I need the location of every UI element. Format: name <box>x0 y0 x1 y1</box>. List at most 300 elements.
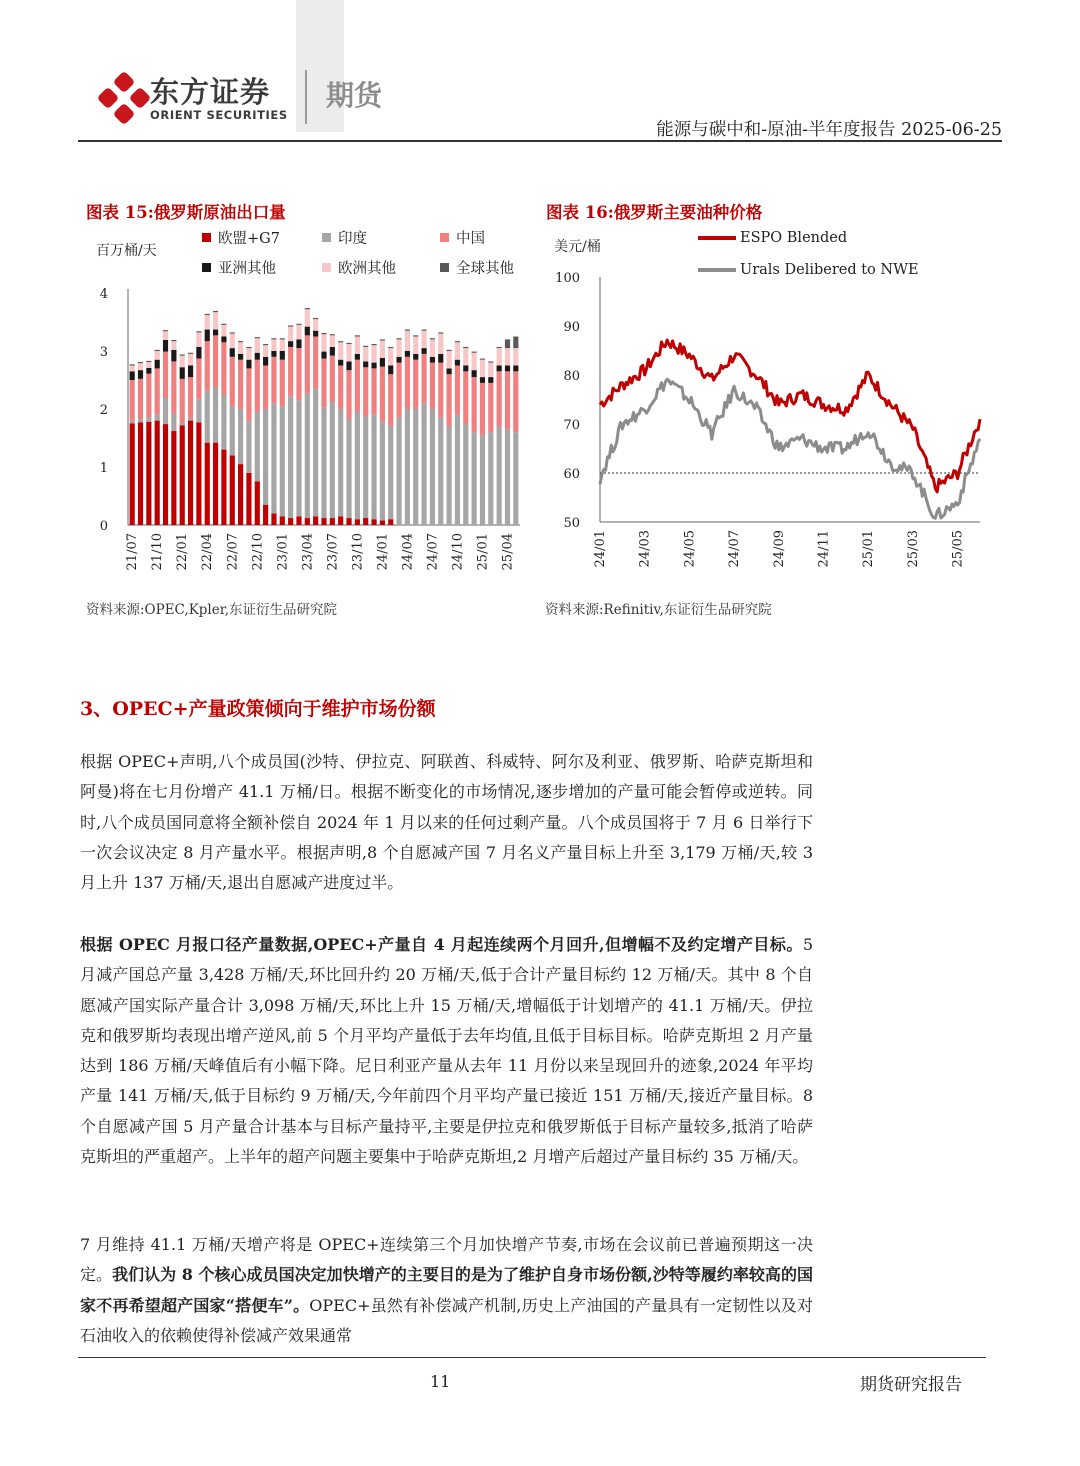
chart15-bar-segment <box>238 354 243 360</box>
chart15-bar-segment <box>188 377 193 418</box>
chart15-bar-segment <box>180 379 185 423</box>
chart15-bar-segment <box>180 425 185 525</box>
chart15-bar-segment <box>205 314 210 315</box>
chart15-bar-segment <box>338 516 343 525</box>
chart15-bar-segment <box>363 518 368 525</box>
chart15-bar-segment <box>263 345 268 357</box>
chart15-bar-segment <box>213 443 218 525</box>
chart16-ylabel: 美元/桶 <box>554 239 601 255</box>
chart15-bar-segment <box>422 348 427 354</box>
chart-russia-oil-prices <box>540 225 1000 595</box>
paragraph-3-text: OPEC+虽然有补偿减产机制,历史上产油国的产量具有一定韧性以及对石油收入的依赖使得补偿减产效果通常 <box>80 1295 813 1345</box>
chart15-bar-segment <box>230 357 235 406</box>
chart15-bar-segment <box>288 347 293 396</box>
chart15-bar-segment <box>363 361 368 367</box>
paragraph-2 <box>80 930 813 1172</box>
chart15-bar-segment <box>238 360 243 409</box>
paragraph-1 <box>80 747 813 898</box>
chart15-bar-segment <box>296 339 301 348</box>
chart15-bar-segment <box>263 409 268 505</box>
chart15-bar-segment <box>321 333 326 334</box>
chart15-bar-segment <box>271 403 276 513</box>
chart15-bar-segment <box>155 351 160 360</box>
chart15-bar-segment <box>497 348 502 365</box>
chart15-bar-segment <box>321 359 326 408</box>
chart16-ytick: 80 <box>563 369 580 384</box>
chart15-bar-segment <box>330 334 335 335</box>
chart15-bar-segment <box>513 366 518 372</box>
chart16-ytick: 60 <box>563 467 580 482</box>
chart15-bar-segment <box>463 371 468 423</box>
chart15-bar-segment <box>422 331 427 348</box>
chart15-legend-swatch <box>440 263 449 272</box>
chart15-bar-segment <box>338 342 343 359</box>
chart15-bar-segment <box>213 312 218 329</box>
chart15-bar-segment <box>388 366 393 375</box>
chart15-bar-segment <box>447 351 452 368</box>
logo-separator <box>305 70 307 124</box>
chart15-bar-segment <box>271 351 276 357</box>
chart15-bar-segment <box>155 350 160 351</box>
chart15-xtick: 25/01 <box>475 533 491 571</box>
chart16-xtick: 24/11 <box>816 530 832 568</box>
chart15-legend-swatch <box>202 233 211 242</box>
chart15-bar-segment <box>480 359 485 360</box>
chart15-bar-segment <box>430 357 435 363</box>
chart15-bar-segment <box>280 360 285 406</box>
chart15-bar-segment <box>146 362 151 368</box>
chart15-bar-segment <box>388 426 393 519</box>
chart15-bar-segment <box>413 335 418 336</box>
chart15-bar-segment <box>155 368 160 414</box>
chart15-bar-segment <box>230 455 235 525</box>
chart15-bar-segment <box>288 325 293 326</box>
chart15-xtick: 24/07 <box>425 533 441 571</box>
chart16-ytick: 70 <box>563 418 580 433</box>
chart15-bar-segment <box>130 366 135 372</box>
paragraph-2-text: 5 月减产国总产量 3,428 万桶/天,环比回升约 20 万桶/天,低于合计产量目标约 12 万桶/天。其中 8 个自愿减产国实际产量合计 3,098 万桶/天,环比上升 15 万桶/天,增幅低于计划增产的 41.1 万桶/天。伊拉克和俄罗斯均表现出增产逆风,前 5 个月平均产量低于去年均值,且低于目标目标。哈萨克斯坦 2 月产量达到 186 万桶/天峰值后有小幅下降。尼日利亚产量从去年 11 月份以来呈现回升的迹象,2024 年平均产量 141 万桶/天,低于目标约 9 万桶/天,今年前四个月平均产量已接近 151 万桶/天,接近产量目标。8 个自愿减产国 5 月产量合计基本与目标产量持平,主要是伊拉克和俄罗斯低于目标产量较多,抵消了哈萨克斯坦的严重超产。上半年的超产问题主要集中于哈萨克斯坦,2 月增产后超过产量目标约 35 万桶/天。 <box>80 935 813 1167</box>
chart15-bar-segment <box>296 325 301 340</box>
chart15-bar-segment <box>238 464 243 525</box>
chart15-bar-segment <box>255 353 260 360</box>
chart15-bar-segment <box>230 334 235 349</box>
chart15-bar-segment <box>146 422 151 525</box>
chart15-bar-segment <box>155 421 160 525</box>
chart15-bar-segment <box>221 395 226 450</box>
chart15-bar-segment <box>205 315 210 330</box>
chart15-bar-segment <box>155 360 160 369</box>
chart15-bar-segment <box>246 347 251 348</box>
chart15-bar-segment <box>396 363 401 418</box>
chart15-bar-segment <box>438 332 443 333</box>
chart15-bar-segment <box>405 330 410 331</box>
chart15-bar-segment <box>455 415 460 525</box>
chart15-bar-segment <box>472 377 477 432</box>
page-number: 11 <box>430 1372 451 1391</box>
chart15-bar-segment <box>455 342 460 359</box>
chart15-bar-segment <box>180 422 185 425</box>
chart15-bar-segment <box>405 351 410 357</box>
chart15-xtick: 23/04 <box>300 533 316 571</box>
chart15-bar-segment <box>355 412 360 519</box>
chart15-bar-segment <box>480 383 485 435</box>
chart15-bar-segment <box>280 351 285 360</box>
chart15-bar-segment <box>255 412 260 482</box>
figure-15-source: 资料来源:OPEC,Kpler,东证衍生品研究院 <box>86 602 337 618</box>
chart15-bar-segment <box>271 338 276 339</box>
chart15-bar-segment <box>130 421 135 424</box>
chart15-bar-segment <box>455 341 460 342</box>
chart15-bar-segment <box>296 324 301 325</box>
chart15-bar-segment <box>380 358 385 367</box>
chart15-bar-segment <box>313 337 318 389</box>
chart15-bar-segment <box>363 367 368 416</box>
chart16-ytick: 90 <box>563 320 580 335</box>
chart16-xtick: 24/07 <box>727 530 743 568</box>
chart15-legend-swatch <box>202 263 211 272</box>
chart15-bar-segment <box>463 347 468 348</box>
chart15-bar-segment <box>413 360 418 409</box>
chart15-xtick: 21/10 <box>150 533 166 571</box>
chart15-bar-segment <box>171 361 176 413</box>
chart15-bar-segment <box>505 339 510 348</box>
chart15-bar-segment <box>163 340 168 352</box>
chart15-bar-segment <box>338 341 343 342</box>
chart15-bar-segment <box>213 311 218 312</box>
chart15-bar-segment <box>380 520 385 525</box>
chart15-bar-segment <box>246 360 251 369</box>
chart15-legend-swatch <box>322 263 331 272</box>
chart15-bar-segment <box>321 352 326 359</box>
chart15-bar-segment <box>288 518 293 525</box>
chart15-bar-segment <box>472 370 477 377</box>
chart15-bar-segment <box>188 421 193 525</box>
chart15-bar-segment <box>188 354 193 366</box>
footer-label: 期货研究报告 <box>860 1375 962 1395</box>
chart15-bar-segment <box>422 403 427 525</box>
chart15-bar-segment <box>455 360 460 366</box>
chart15-bar-segment <box>363 346 368 347</box>
chart15-bar-segment <box>447 426 452 525</box>
chart15-bar-segment <box>338 360 343 366</box>
chart15-bar-segment <box>371 345 376 362</box>
chart15-xtick: 22/04 <box>200 533 216 571</box>
chart15-ytick: 0 <box>99 519 108 534</box>
chart15-bar-segment <box>188 418 193 421</box>
chart15-legend <box>202 229 514 277</box>
chart15-bar-segment <box>205 443 210 525</box>
chart15-bar-segment <box>130 424 135 526</box>
chart15-bar-segment <box>288 396 293 518</box>
chart15-ytick: 2 <box>99 403 108 418</box>
chart15-bar-segment <box>330 518 335 525</box>
chart16-xtick: 24/05 <box>682 530 698 568</box>
chart15-bar-segment <box>171 340 176 341</box>
chart15-bar-segment <box>430 409 435 525</box>
chart15-ytick: 1 <box>99 461 108 476</box>
chart15-bar-segment <box>396 339 401 356</box>
chart15-bar-segment <box>196 347 201 359</box>
chart15-bar-segment <box>497 347 502 348</box>
chart15-bar-segment <box>413 354 418 360</box>
paragraph-1-text: 根据 OPEC+声明,八个成员国(沙特、伊拉克、阿联酋、科威特、阿尔及利亚、俄罗斯、哈萨克斯坦和阿曼)将在七月份增产 41.1 万桶/日。根据不断变化的市场情况,逐步增加的产量可能会暂停或逆转。同时,八个成员国同意将全额补偿自 2024 年 1 月以来的任何过剩产量。八个成员国将于 7 月 6 日举行下一次会议决定 8 月产量水平。根据声明,8 个自愿减产国 7 月名义产量目标上升至 3,179 万桶/天,较 3 月上升 137 万桶/天,退出自愿减产进度过半。 <box>80 752 813 893</box>
chart15-bar-segment <box>163 352 168 398</box>
chart15-bar-segment <box>505 348 510 365</box>
chart15-legend-label: 印度 <box>338 231 367 247</box>
chart16-xtick: 24/03 <box>637 530 653 568</box>
chart15-bar-segment <box>355 354 360 360</box>
chart15-bar-segment <box>513 432 518 525</box>
paragraph-3-bold: 我们认为 8 个核心成员国决定加快增产的主要目的是为了维护自身市场份额,沙特等履约率较高的国家不再希望超产国家“搭便车”。 <box>80 1265 813 1315</box>
chart15-bar-segment <box>472 353 477 370</box>
chart15-bar-segment <box>321 518 326 525</box>
chart15-bar-segment <box>255 360 260 412</box>
logo-subtitle: 期货 <box>326 79 383 112</box>
chart15-legend-label: 欧洲其他 <box>338 261 396 277</box>
chart15-bar-segment <box>246 421 251 473</box>
chart15-bar-segment <box>388 374 393 426</box>
chart15-bar-segment <box>380 341 385 358</box>
chart15-bar-segment <box>146 368 151 374</box>
chart15-bar-segment <box>363 417 368 519</box>
chart15-bar-segment <box>138 370 143 379</box>
chart15-legend-label: 欧盟+G7 <box>218 231 280 247</box>
chart15-bar-segment <box>246 348 251 360</box>
chart15-bar-segment <box>280 339 285 351</box>
chart15-bar-segment <box>196 331 201 332</box>
chart15-bar-segment <box>338 409 343 516</box>
chart15-bar-segment <box>230 332 235 333</box>
chart15-bar-segment <box>513 337 518 349</box>
chart15-bar-segment <box>422 354 427 403</box>
chart15-bar-segment <box>288 327 293 342</box>
chart15-bar-segment <box>280 338 285 339</box>
figure-15-title: 图表 15:俄罗斯原油出口量 <box>86 203 286 222</box>
chart16-xtick: 24/09 <box>771 530 787 568</box>
chart15-xtick: 22/01 <box>175 533 191 571</box>
chart15-bar-segment <box>488 361 493 362</box>
chart15-bar-segment <box>455 366 460 415</box>
chart15-bar-segment <box>438 418 443 525</box>
chart15-bar-segment <box>447 350 452 351</box>
chart16-lines <box>600 340 980 518</box>
chart15-bar-segment <box>221 325 226 337</box>
chart15-xtick: 21/07 <box>125 533 141 571</box>
chart15-bar-segment <box>296 400 301 516</box>
chart15-bar-segment <box>205 390 210 442</box>
chart15-bar-segment <box>146 374 151 418</box>
chart15-bar-segment <box>505 429 510 525</box>
logo-chinese-name: 东方证券 <box>150 75 271 109</box>
chart15-bar-segment <box>213 330 218 336</box>
chart15-bar-segment <box>497 426 502 525</box>
chart15-xtick: 24/10 <box>450 533 466 571</box>
chart15-bar-segment <box>463 366 468 372</box>
chart15-bar-segment <box>296 516 301 525</box>
chart15-bar-segment <box>321 408 326 518</box>
chart16-legend-label: ESPO Blended <box>740 230 848 246</box>
chart15-bar-segment <box>213 335 218 387</box>
chart15-bar-segment <box>205 341 210 390</box>
chart15-bar-segment <box>355 519 360 525</box>
paragraph-2-bold: 根据 OPEC 月报口径产量数据,OPEC+产量自 4 月起连续两个月回升,但增幅不及约定增产目标。 <box>80 935 803 954</box>
chart15-bar-segment <box>255 482 260 526</box>
chart15-ylabel: 百万桶/天 <box>96 243 157 259</box>
chart15-bar-segment <box>230 348 235 357</box>
chart16-series-line <box>600 340 980 492</box>
chart15-bar-segment <box>505 366 510 372</box>
chart16-xtick: 25/05 <box>950 530 966 568</box>
chart15-bar-segment <box>263 357 268 366</box>
chart15-bar-segment <box>263 344 268 345</box>
chart15-bar-segment <box>438 354 443 363</box>
orient-securities-logo-icon <box>98 72 150 124</box>
chart15-bar-segment <box>396 338 401 339</box>
chart15-bar-segment <box>388 348 393 365</box>
chart15-bar-segment <box>438 363 443 418</box>
chart15-bar-segment <box>196 332 201 347</box>
chart15-bar-segment <box>447 374 452 426</box>
chart15-bar-segment <box>246 368 251 420</box>
chart15-bar-segment <box>346 344 351 361</box>
chart15-bar-segment <box>380 367 385 422</box>
chart15-bar-segment <box>330 356 335 402</box>
chart15-bar-segment <box>346 419 351 518</box>
chart15-bar-segment <box>221 450 226 525</box>
chart15-bar-segment <box>238 342 243 354</box>
chart15-bar-segment <box>363 347 368 362</box>
chart15-bar-segment <box>447 368 452 374</box>
chart15-bar-segment <box>305 308 310 309</box>
chart16-xtick: 25/03 <box>905 530 921 568</box>
chart-russia-crude-exports <box>80 225 530 595</box>
chart15-bar-segment <box>213 388 218 443</box>
chart15-bar-segment <box>463 424 468 526</box>
chart15-bar-segment <box>163 330 168 331</box>
chart15-xtick: 23/01 <box>275 533 291 571</box>
chart15-bar-segment <box>488 377 493 383</box>
chart15-bar-segment <box>380 422 385 521</box>
chart15-bar-segment <box>255 338 260 353</box>
chart15-bar-segment <box>355 337 360 354</box>
chart15-xtick: 22/10 <box>250 533 266 571</box>
chart15-bar-segment <box>463 348 468 365</box>
chart15-bar-segment <box>305 393 310 518</box>
chart15-bar-segment <box>130 380 135 421</box>
chart15-bar-segment <box>196 422 201 525</box>
chart15-bar-segment <box>296 348 301 400</box>
chart15-bar-segment <box>405 357 410 409</box>
chart16-legend <box>698 230 919 278</box>
chart15-bar-segment <box>171 431 176 525</box>
chart15-bar-segment <box>405 409 410 525</box>
chart15-bar-segment <box>221 324 226 325</box>
chart15-bar-segment <box>480 360 485 377</box>
chart15-bar-segment <box>388 519 393 525</box>
chart15-bar-segment <box>271 339 276 351</box>
paragraph-3 <box>80 1230 813 1351</box>
chart15-bar-segment <box>221 342 226 394</box>
chart15-bar-segment <box>438 334 443 354</box>
chart15-bar-segment <box>388 347 393 348</box>
chart15-bar-segment <box>138 363 143 370</box>
chart15-bar-segment <box>430 339 435 356</box>
chart15-bar-segment <box>146 417 151 422</box>
chart15-bar-segment <box>430 363 435 409</box>
chart15-bar-segment <box>505 371 510 429</box>
chart16-legend-label: Urals Delibered to NWE <box>740 262 919 278</box>
chart15-xtick: 24/04 <box>400 533 416 571</box>
chart15-bar-segment <box>138 379 143 420</box>
chart15-bar-segment <box>130 364 135 365</box>
chart15-bar-segment <box>238 409 243 464</box>
chart15-bar-segment <box>271 357 276 403</box>
chart15-bar-segment <box>488 383 493 432</box>
chart15-bar-segment <box>346 361 351 370</box>
chart15-bar-segment <box>355 360 360 412</box>
chart15-xtick: 23/07 <box>325 533 341 571</box>
chart15-bar-segment <box>346 518 351 525</box>
chart15-bar-segment <box>330 402 335 518</box>
chart15-bar-segment <box>396 418 401 525</box>
chart16-xtick: 25/01 <box>861 530 877 568</box>
chart15-bar-segment <box>346 343 351 344</box>
chart15-bar-segment <box>313 318 318 319</box>
chart15-bar-segment <box>155 415 160 421</box>
chart15-bar-segment <box>188 353 193 354</box>
chart15-bar-segment <box>196 399 201 422</box>
chart15-bar-segment <box>330 347 335 356</box>
footer-divider <box>78 1357 986 1358</box>
chart15-legend-swatch <box>322 233 331 242</box>
chart15-bar-segment <box>472 352 477 353</box>
chart15-bar-segment <box>263 366 268 410</box>
chart15-bar-segment <box>171 341 176 350</box>
paragraph-3-start: 7 月维持 41.1 万桶/天增产将是 OPEC+连续第三个月加快增产节奏,市场在会议前已普遍预期这一决定。 <box>80 1235 813 1285</box>
chart15-bar-segment <box>305 327 310 336</box>
chart15-bar-segment <box>180 354 185 355</box>
chart15-bar-segment <box>188 366 193 378</box>
chart15-bar-segment <box>380 339 385 340</box>
chart15-bar-segment <box>413 337 418 354</box>
chart15-bar-segment <box>246 473 251 525</box>
chart15-bar-segment <box>371 344 376 345</box>
chart15-xtick: 25/04 <box>500 533 516 571</box>
chart16-ytick: 50 <box>563 516 580 531</box>
chart15-bar-segment <box>371 415 376 519</box>
chart15-bar-segment <box>430 338 435 339</box>
chart15-xtick: 24/01 <box>375 533 391 571</box>
chart15-bar-segment <box>488 363 493 378</box>
chart15-bar-segment <box>330 335 335 347</box>
figure-16-title: 图表 16:俄罗斯主要油种价格 <box>546 203 763 222</box>
chart15-bar-segment <box>472 432 477 525</box>
section-title: 3、OPEC+产量政策倾向于维护市场份额 <box>80 698 436 720</box>
chart15-bar-segment <box>488 432 493 525</box>
chart15-bar-segment <box>371 368 376 414</box>
chart15-bars <box>130 308 519 525</box>
chart15-bar-segment <box>280 516 285 525</box>
chart15-bar-segment <box>355 335 360 336</box>
chart15-ytick: 3 <box>99 345 108 360</box>
chart15-bar-segment <box>138 419 143 422</box>
chart15-bar-segment <box>230 406 235 455</box>
chart15-bar-segment <box>338 366 343 410</box>
chart15-bar-segment <box>405 331 410 351</box>
chart15-bar-segment <box>371 519 376 525</box>
chart16-axes <box>555 271 980 567</box>
chart16-ytick: 100 <box>555 271 580 286</box>
